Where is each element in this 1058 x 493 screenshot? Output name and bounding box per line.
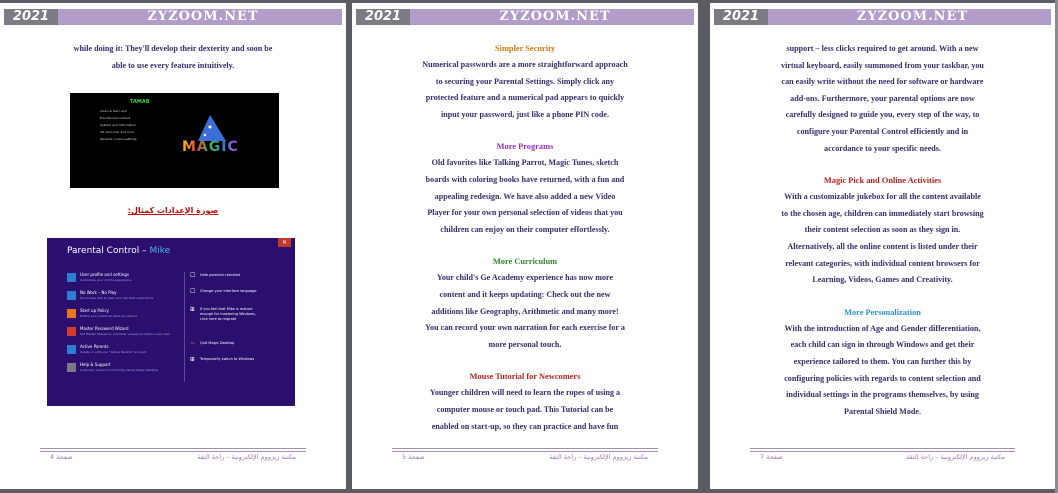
paragraph-line: Alternatively, all the online content is listed under their xyxy=(787,241,978,251)
page-body xyxy=(370,41,680,435)
footer-library: مكتبة زيزووم الإلكترونية – راحة الثقة xyxy=(197,453,296,461)
page-body xyxy=(728,41,1037,420)
paragraph-line: Learning, Videos, Games and Creativity. xyxy=(812,275,953,285)
paragraph-line: each child can sign in through Windows and get their xyxy=(790,340,975,350)
header-year: 2021 xyxy=(356,9,410,25)
header-year: 2021 xyxy=(714,9,768,25)
header-year: 2021 xyxy=(4,9,58,25)
page-number: صفحة 7 xyxy=(760,453,783,461)
paragraph-line: protected feature and a numerical pad appears to quickly xyxy=(425,93,625,103)
footer-rule xyxy=(750,448,1015,449)
paragraph-line: input your password, just like a phone PIN code. xyxy=(440,109,610,119)
settings-item[interactable] xyxy=(67,362,177,380)
paragraph-line: accordance to your specific needs. xyxy=(824,143,941,153)
paragraph-line: Younger children will need to learn the ropes of using a xyxy=(429,388,621,398)
item-subtitle: Customize your child's experience xyxy=(80,278,132,282)
menu-item: Parental control settings xyxy=(100,137,137,141)
parents-icon xyxy=(67,345,76,354)
user-icon xyxy=(67,273,76,282)
menu-item: Clean & learn and xyxy=(100,109,127,113)
item-subtitle: Set Master Password, reminder, password options and rules xyxy=(80,332,170,336)
paragraph-line: support – less clicks required to get around. With a new xyxy=(786,44,979,53)
settings-item[interactable] xyxy=(67,290,177,308)
page-5 xyxy=(352,3,698,489)
footer-rule xyxy=(392,451,658,452)
paragraph-line: can easily write without the need for software or hardware xyxy=(781,77,984,87)
settings-item[interactable] xyxy=(67,344,177,362)
menu-item: System and information xyxy=(100,123,137,127)
footer-library: مكتبة زيزووم الإلكترونية – راحة الثقة xyxy=(906,453,1005,461)
settings-item[interactable] xyxy=(67,326,177,344)
help-icon xyxy=(67,363,76,372)
paragraph-line: With a customizable jukebox for all the content available xyxy=(784,192,981,202)
dialog-title xyxy=(67,246,170,256)
section-heading: More Curriculum xyxy=(492,257,558,267)
side-option[interactable] xyxy=(190,288,285,306)
paragraph-line: Numerical passwords are a more straightforward approach xyxy=(422,60,628,69)
item-subtitle: Encourage kids to learn and set time restrictions xyxy=(80,296,154,300)
brand-label: TAMAB xyxy=(130,99,150,105)
windows-icon: ⊞ xyxy=(190,306,196,313)
footer-rule xyxy=(392,448,658,449)
item-title: No Work – No Play xyxy=(80,290,117,295)
item-subtitle: Create or edit your "Active Parents" account xyxy=(80,350,147,354)
footer-rule xyxy=(40,448,306,449)
item-title: User profile and settings xyxy=(80,272,130,277)
footer-rule xyxy=(750,451,1015,452)
page-footer xyxy=(760,453,1005,465)
page-4 xyxy=(0,3,346,489)
page-footer xyxy=(50,453,296,465)
paragraph-line: Player for your own personal selection of videos that you xyxy=(427,208,623,218)
page-number: صفحة 5 xyxy=(402,453,425,461)
paragraph-line: enabled on start-up, so they can practice and have fun xyxy=(431,421,619,431)
paragraph-line: children can enjoy on their computer effortlessly. xyxy=(440,224,610,234)
settings-list xyxy=(67,272,177,380)
page-7 xyxy=(710,3,1055,489)
page-footer xyxy=(402,453,648,465)
language-icon: ☐ xyxy=(190,288,196,295)
wizard-hat-icon xyxy=(70,93,279,188)
figure-caption: صورة الإعدادات كمثال: xyxy=(127,206,219,215)
menu-item: Alt menu bar and mod xyxy=(100,130,134,134)
close-icon[interactable]: ✕ xyxy=(278,238,291,247)
paragraph-line: individual settings in the programs themselves, by using xyxy=(786,390,979,400)
paragraph-line: able to use every feature intuitively. xyxy=(111,60,235,70)
section-heading: More Personalization xyxy=(844,307,921,317)
header-site: ZYZOOM.NET xyxy=(856,9,969,24)
page-header xyxy=(4,9,342,25)
paragraph-line: Old favorites like Talking Parrot, Magic Tunes, sketch xyxy=(431,158,619,168)
side-option[interactable] xyxy=(190,340,285,356)
footer-library: مكتبة زيزووم الإلكترونية – راحة الثقة xyxy=(549,453,648,461)
option-label: Hide parental checklist xyxy=(200,273,241,277)
item-title: Start up Policy xyxy=(80,308,109,313)
checklist-icon: ☐ xyxy=(190,272,196,279)
menu-item: Educational content xyxy=(100,116,131,120)
exit-icon: ⇦ xyxy=(190,340,196,347)
paragraph-line: configuring policies with regards to content selection and xyxy=(784,373,981,383)
item-title: Master Password Wizard xyxy=(80,326,129,331)
startup-icon xyxy=(67,309,76,318)
section-heading: Mouse Tutorial for Newcomers xyxy=(469,372,581,382)
paragraph-line: virtual keyboard, easily summoned from your taskbar, you xyxy=(781,60,984,70)
item-subtitle: Customer support Community About Magic Desktop xyxy=(80,368,159,372)
option-label: Temporarily switch to Windows xyxy=(200,357,255,361)
item-title: Active Parents xyxy=(80,344,109,349)
key-icon xyxy=(67,327,76,336)
side-option[interactable] xyxy=(190,356,285,372)
paragraph-line: while doing it: They'll develop their dexterity and soon be xyxy=(73,44,273,53)
side-options xyxy=(190,272,285,372)
paragraph-line: Your child's Ge Academy experience has now more xyxy=(436,273,614,283)
parental-control-screenshot xyxy=(47,238,295,406)
paragraph-line: configure your Parental Control efficiently and in xyxy=(796,126,969,136)
paragraph-line: relevant categories, with individual content browsers for xyxy=(785,258,980,268)
header-site: ZYZOOM.NET xyxy=(499,9,611,24)
section-heading: More Programs xyxy=(496,142,554,152)
paragraph-line: You can record your own narration for each exercise for a xyxy=(425,323,625,333)
intro-text xyxy=(18,41,328,74)
paragraph-line: boards with coloring books have returned, with a fun and xyxy=(425,174,625,184)
option-label: Quit Magic Desktop xyxy=(200,341,235,345)
footer-rule xyxy=(40,451,306,452)
dialog-user-name: Mike xyxy=(149,246,171,256)
paragraph-line: add-ons. Furthermore, your parental options are now xyxy=(790,93,975,103)
item-title: Help & Support xyxy=(80,362,111,367)
magic-desktop-screenshot xyxy=(70,93,279,188)
paragraph-line: appealing redesign. We have also added a new Video xyxy=(434,191,616,201)
paragraph-line: more personal touch. xyxy=(488,339,562,349)
paragraph-line: experience tailored to them. You can further this by xyxy=(793,356,972,366)
side-option[interactable] xyxy=(190,306,285,340)
option-label: Change your interface language xyxy=(200,289,257,293)
settings-item[interactable] xyxy=(67,272,177,290)
header-site: ZYZOOM.NET xyxy=(147,9,259,24)
paragraph-line: their content selection as soon as they sign in. xyxy=(804,225,961,235)
page-number: صفحة 4 xyxy=(50,453,73,461)
item-subtitle: Define your preferred start up options xyxy=(80,314,138,318)
paragraph-line: carefully designed to guide you, every step of the way, to xyxy=(785,110,980,120)
paragraph-line: With the introduction of Age and Gender differentiation, xyxy=(784,323,981,333)
switch-icon: ⊞ xyxy=(190,356,196,363)
page-header xyxy=(714,9,1051,25)
paragraph-line: computer mouse or touch pad. This Tutorial can be xyxy=(436,404,614,414)
page-header xyxy=(356,9,694,25)
clock-icon xyxy=(67,291,76,300)
section-heading: Simpler Security xyxy=(494,44,556,53)
dialog-title-text: Parental Control – xyxy=(67,246,147,256)
divider xyxy=(184,272,185,382)
section-heading: Magic Pick and Online Activities xyxy=(823,176,942,186)
settings-item[interactable] xyxy=(67,308,177,326)
paragraph-line: to the chosen age, children can immediately start browsing xyxy=(781,208,984,218)
paragraph-line: to securing your Parental Settings. Simply click any xyxy=(435,76,615,86)
paragraph-line: content and it keeps updating: Check out the new xyxy=(439,289,611,299)
option-label: If you feel that Mike is mature enough for mastering Windows, click here to migrate xyxy=(200,307,256,321)
side-option[interactable] xyxy=(190,272,285,288)
magic-logo: MAGIC xyxy=(182,139,239,155)
paragraph-line: Parental Shield Mode. xyxy=(844,406,921,416)
paragraph-line: additions like Geography, Arithmetic and many more! xyxy=(431,306,619,316)
